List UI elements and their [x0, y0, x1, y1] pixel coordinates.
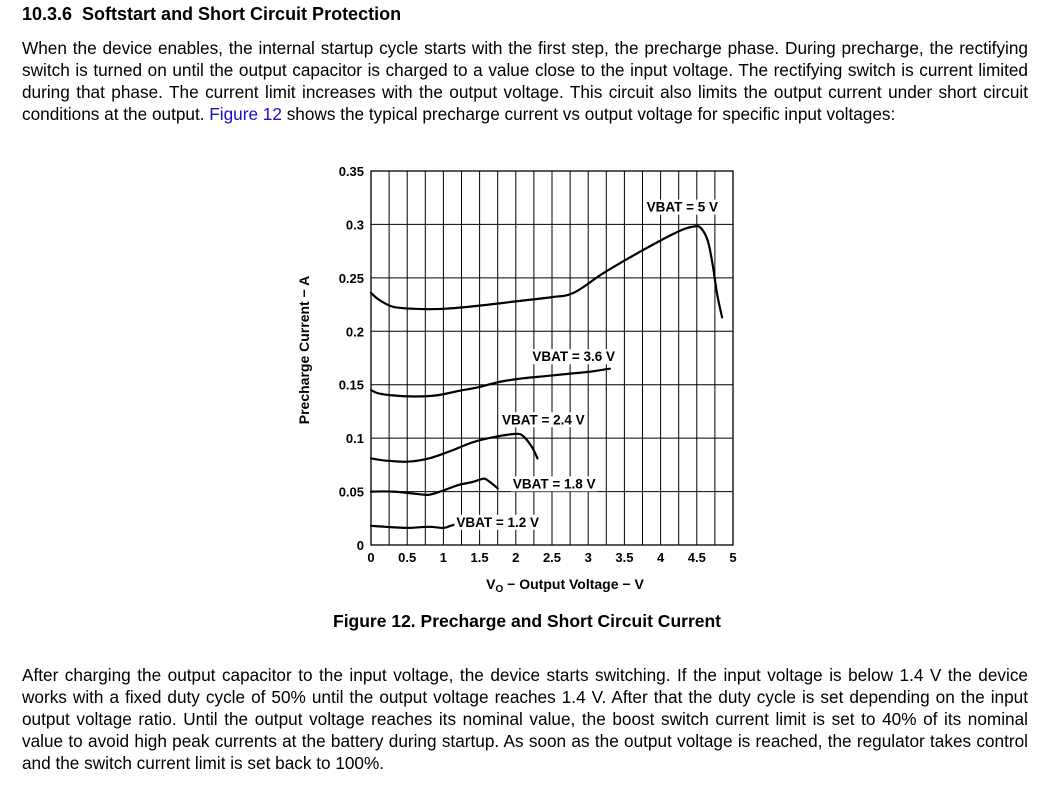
figure-caption: Figure 12. Precharge and Short Circuit Current: [333, 611, 721, 631]
series-line-3: [371, 479, 498, 495]
y-tick-label: 0: [356, 538, 364, 553]
x-axis-label: [486, 576, 644, 595]
y-tick-label: 0.3: [345, 217, 364, 233]
x-axis-label-rest: − Output Voltage − V: [503, 576, 644, 592]
y-tick-label: 0.35: [338, 164, 364, 179]
y-tick-label: 0.25: [338, 270, 364, 286]
section-number: 10.3.6: [22, 4, 73, 24]
x-tick-label: 2: [512, 550, 520, 565]
series-label-1: VBAT = 3.6 V: [532, 349, 616, 365]
intro-text: When the device enables, the internal startup cycle starts with the first step, the precharge phase. During precharge, the rectifying switch is turned on until the output capacitor is charged to a value close to the input voltage. The rectifying switch is current limited during that phase. The current limit increases with the output voltage. This circuit also limits the output current under short circuit conditions at the output.: [22, 38, 1028, 124]
x-tick-label: 0: [367, 550, 375, 565]
series-label-0: VBAT = 5 V: [646, 199, 719, 215]
series-label-3: VBAT = 1.8 V: [512, 476, 596, 492]
series-label-4: VBAT = 1.2 V: [456, 514, 540, 530]
x-axis-label-v: V: [486, 576, 496, 592]
intro-text-end: shows the typical precharge current vs output voltage for specific input voltages:: [286, 104, 896, 124]
y-tick-label: 0.2: [345, 324, 364, 340]
series-line-0: [371, 226, 722, 317]
section-title: Softstart and Short Circuit Protection: [82, 4, 402, 24]
x-tick-label: 3.5: [615, 550, 634, 565]
x-tick-label: 2.5: [542, 550, 562, 565]
x-tick-label: 4.5: [687, 550, 706, 565]
x-tick-label: 1.5: [470, 550, 489, 565]
figure-12-link[interactable]: Figure 12: [209, 104, 282, 124]
series-labels: [454, 200, 720, 530]
y-axis-label: Precharge Current − A: [296, 275, 312, 425]
startup-paragraph: After charging the output capacitor to the input voltage, the device starts switching. If the input voltage is below 1.4 V the device works with a fixed duty cycle of 50% until the output voltage reaches 1.4 V. After that the duty cycle is set depending on the input output voltage ratio. Until the output voltage reaches its nominal value, the boost switch current limit is set to 40% of its nominal value to avoid high peak currents at the battery during startup. As soon as the output voltage is reached, the regulator takes control and the switch current limit is set back to 100%.: [22, 665, 1028, 773]
x-tick-label: 1: [439, 550, 448, 565]
x-tick-label: 5: [729, 550, 737, 565]
x-tick-label: 4: [656, 550, 665, 565]
series-label-2: VBAT = 2.4 V: [501, 412, 585, 428]
x-tick-label: 3: [584, 550, 592, 565]
y-tick-label: 0.15: [338, 377, 364, 393]
x-axis-label-sub: O: [495, 584, 504, 595]
x-tick-label: 0.5: [398, 550, 417, 565]
y-tick-label: 0.1: [345, 431, 364, 447]
y-tick-label: 0.05: [338, 484, 364, 500]
